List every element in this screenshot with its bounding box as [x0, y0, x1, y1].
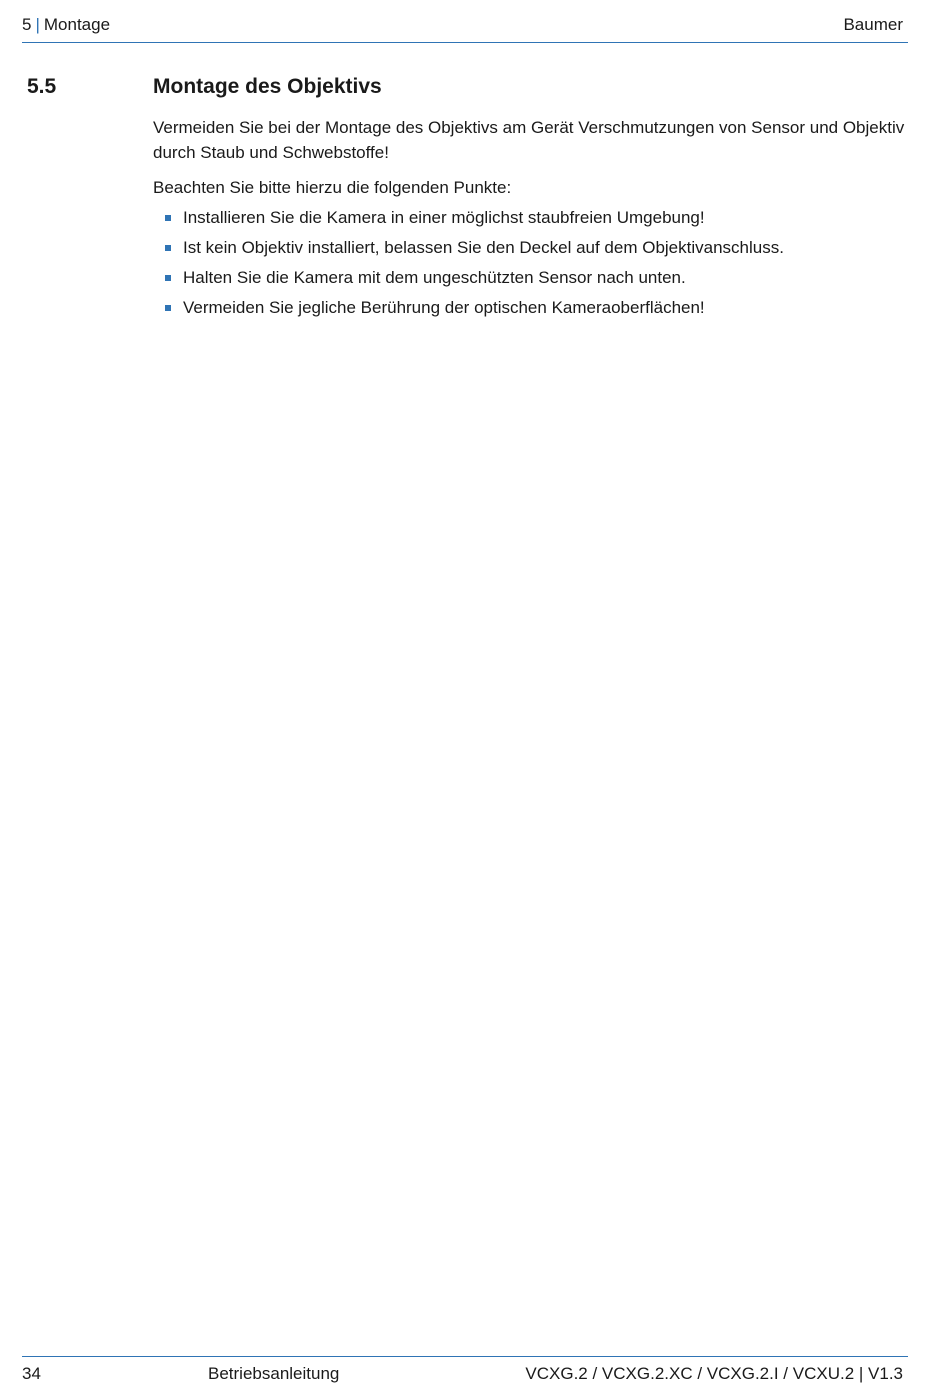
square-bullet-icon	[165, 245, 171, 251]
bullet-item	[153, 266, 913, 291]
chapter-number: 5	[22, 15, 32, 34]
product-line: VCXG.2 / VCXG.2.XC / VCXG.2.I / VCXU.2 | V1.3	[525, 1364, 903, 1383]
bullet-text: Halten Sie die Kamera mit dem ungeschützten Sensor nach unten.	[183, 267, 686, 287]
intro-paragraph: Vermeiden Sie bei der Montage des Objektivs am Gerät Verschmutzungen von Sensor und Objektiv durch Staub und Schwebstoffe!	[153, 118, 905, 162]
square-bullet-icon	[165, 305, 171, 311]
header-separator: |	[35, 15, 40, 34]
bullet-list	[153, 206, 913, 321]
section-title: Montage des Objektivs	[153, 75, 382, 98]
page-number: 34	[22, 1364, 41, 1383]
square-bullet-icon	[165, 275, 171, 281]
bullet-item	[153, 206, 913, 231]
page-footer	[22, 1356, 908, 1388]
section-content	[153, 116, 913, 326]
bullet-text: Installieren Sie die Kamera in einer möglichst staubfreien Umgebung!	[183, 207, 705, 227]
bullet-item	[153, 236, 913, 261]
page-header	[22, 14, 908, 43]
header-chapter	[22, 15, 110, 35]
instruction-paragraph: Beachten Sie bitte hierzu die folgenden Punkte:	[153, 178, 512, 197]
section-number: 5.5	[27, 75, 57, 98]
bullet-text: Vermeiden Sie jegliche Berührung der optischen Kameraoberflächen!	[183, 297, 705, 317]
bullet-item	[153, 296, 913, 321]
brand-name: Baumer	[843, 15, 903, 34]
square-bullet-icon	[165, 215, 171, 221]
document-type: Betriebsanleitung	[208, 1364, 340, 1383]
chapter-title: Montage	[43, 15, 111, 34]
bullet-text: Ist kein Objektiv installiert, belassen Sie den Deckel auf dem Objektivanschluss.	[183, 237, 784, 257]
